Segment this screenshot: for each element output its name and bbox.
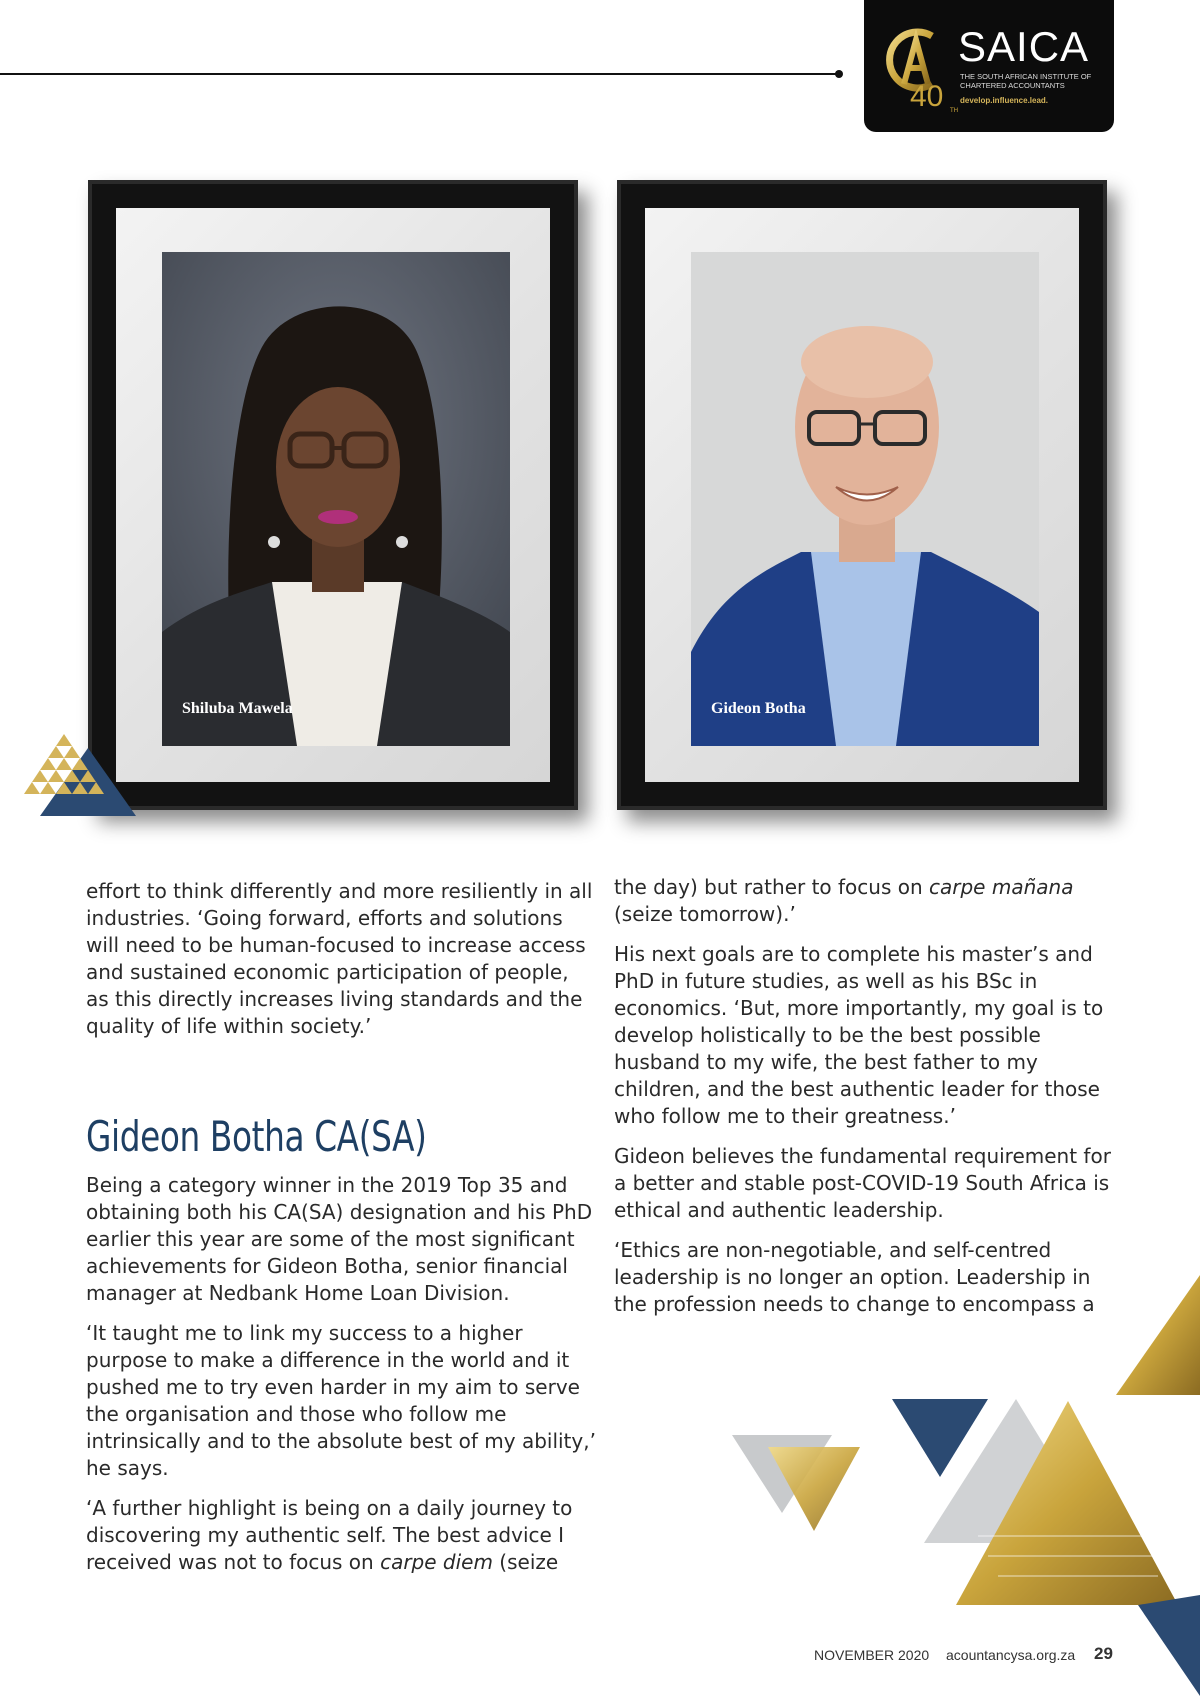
paragraph: ‘It taught me to link my success to a higher purpose to make a difference in the world and it pushed me to try even harder in my aim to serve the organisation and those who follow me intrinsically and to the absolute best of my ability,’ he says.: [86, 1321, 596, 1480]
triangle-pattern-icon: [24, 734, 136, 820]
emphasis-text: carpe mañana: [929, 875, 1074, 899]
footer-issue: NOVEMBER 2020: [814, 1647, 930, 1663]
photo-caption-shiluba: Shiluba Mawela: [182, 700, 293, 717]
portrait-photo-gideon: [691, 252, 1039, 746]
paragraph: effort to think differently and more resiliently in all industries. ‘Going forward, efforts and solutions will need to be human-focused to increase access and sustained economic participation of people, as this directly increases living standards and the quality of life within society.’: [86, 879, 593, 1038]
paragraph: ‘Ethics are non-negotiable, and self-centred leadership is no longer an option. Leadership in the profession needs to change to encompass a: [614, 1238, 1095, 1316]
header-rule-dot: [835, 70, 843, 78]
text-run: the day) but rather to focus on: [614, 875, 930, 899]
photo-frame-gideon: [617, 180, 1107, 810]
paragraph: Being a category winner in the 2019 Top 35 and obtaining both his CA(SA) designation and his PhD earlier this year are some of the most significant achievements for Gideon Botha, senior financial manager at Nedbank Home Loan Division.: [86, 1173, 593, 1305]
header-rule: [0, 73, 840, 75]
text-run: (seize: [492, 1550, 559, 1574]
logo-subtitle: THE SOUTH AFRICAN INSTITUTE OF CHARTERED ACCOUNTANTS: [960, 72, 1092, 90]
paragraph: [86, 1495, 596, 1576]
triangle-cluster-icon: [728, 1275, 1200, 1696]
text-run: ‘A further highlight is being on a daily journey to discovering my authentic self. The best advice I received was not to focus on: [86, 1496, 573, 1574]
right-column: [614, 874, 1124, 1331]
frame-mat: [645, 208, 1079, 782]
logo-tagline: develop.influence.lead.: [960, 96, 1049, 105]
photo-caption-gideon: Gideon Botha: [711, 700, 806, 717]
left-column-body: [86, 1172, 596, 1589]
left-column: [86, 878, 596, 1053]
photo-frame-shiluba: [88, 180, 578, 810]
logo-wordmark: SAICA: [958, 23, 1090, 70]
footer-website[interactable]: acountancysa.org.za: [946, 1647, 1076, 1663]
paragraph: His next goals are to complete his master’s and PhD in future studies, as well as his BSc in economics. ‘But, more importantly, my goal is to develop holistically to be the best possible husband to my wife, the best father to my children, and the best authentic leader for those who follow me to their greatness.’: [614, 942, 1104, 1128]
saica-logo: [864, 0, 1114, 132]
paragraph: Gideon believes the fundamental requirement for a better and stable post-COVID-19 South Africa is ethical and authentic leadership.: [614, 1144, 1111, 1222]
emphasis-text: carpe diem: [380, 1550, 493, 1574]
paragraph: [614, 874, 1124, 928]
page-number: 29: [1094, 1644, 1113, 1663]
text-run: (seize tomorrow).’: [614, 902, 796, 926]
frame-mat: [116, 208, 550, 782]
logo-anniversary: 40: [910, 80, 944, 113]
logo-anniversary-suffix: TH: [950, 107, 959, 114]
portrait-photo-shiluba: [162, 252, 510, 746]
section-heading: Gideon Botha CA(SA): [86, 1112, 427, 1161]
